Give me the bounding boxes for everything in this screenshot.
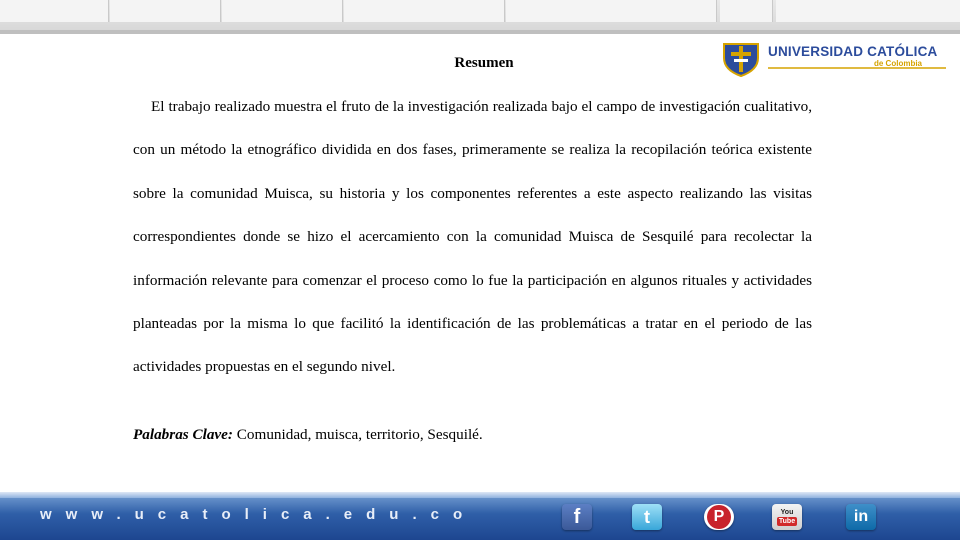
pinterest-icon[interactable] xyxy=(704,504,734,530)
logo-subtext: de Colombia xyxy=(874,59,923,68)
logo-text: UNIVERSIDAD CATÓLICA xyxy=(768,44,938,59)
abstract-paragraph: El trabajo realizado muestra el fruto de la investigación realizada bajo el campo de investigación cualitativo, con un método la etnográfico dividida en dos fases, primeramente se realiza la recopilación teórica existente sobre la comunidad Muisca, su historia y los componentes referentes a este aspecto realizando las visitas correspondientes donde se hizo el acercamiento con la comunidad Muisca de Sesquilé para recolectar la información relevante para comenzar el proceso como lo fue la participación en algunos rituales y actividades planteadas por la misma lo que facilitó la identificación de las problemáticas a tratar en el periodo de las actividades propuestas en el segundo nivel. xyxy=(133,98,812,376)
header-divider xyxy=(0,30,960,34)
header-tab xyxy=(222,0,343,22)
facebook-glyph: f xyxy=(573,505,581,528)
header-tab xyxy=(110,0,221,22)
page-title: Resumen xyxy=(454,55,514,71)
facebook-icon[interactable] xyxy=(562,504,592,530)
linkedin-icon[interactable] xyxy=(846,504,876,530)
twitter-icon[interactable] xyxy=(632,504,662,530)
header-tab xyxy=(506,0,717,22)
youtube-icon[interactable] xyxy=(772,504,802,530)
twitter-glyph: t xyxy=(644,506,650,527)
keywords-value: Comunidad, muisca, territorio, Sesquilé. xyxy=(232,426,483,443)
youtube-you-text: You xyxy=(780,508,794,516)
pinterest-glyph: P xyxy=(707,505,731,529)
keywords-line xyxy=(133,426,483,444)
website-url-link[interactable]: www.ucatolica.edu.co xyxy=(40,506,477,523)
linkedin-glyph: in xyxy=(853,508,869,525)
header-tab xyxy=(776,0,960,22)
youtube-tube-text: Tube xyxy=(778,517,796,525)
top-header-strip xyxy=(0,0,960,34)
university-crest-icon xyxy=(724,44,758,76)
header-tab xyxy=(0,0,109,22)
footer-bar xyxy=(0,492,960,540)
header-tab xyxy=(344,0,505,22)
keywords-label: Palabras Clave: xyxy=(133,426,233,443)
header-tab xyxy=(720,0,773,22)
